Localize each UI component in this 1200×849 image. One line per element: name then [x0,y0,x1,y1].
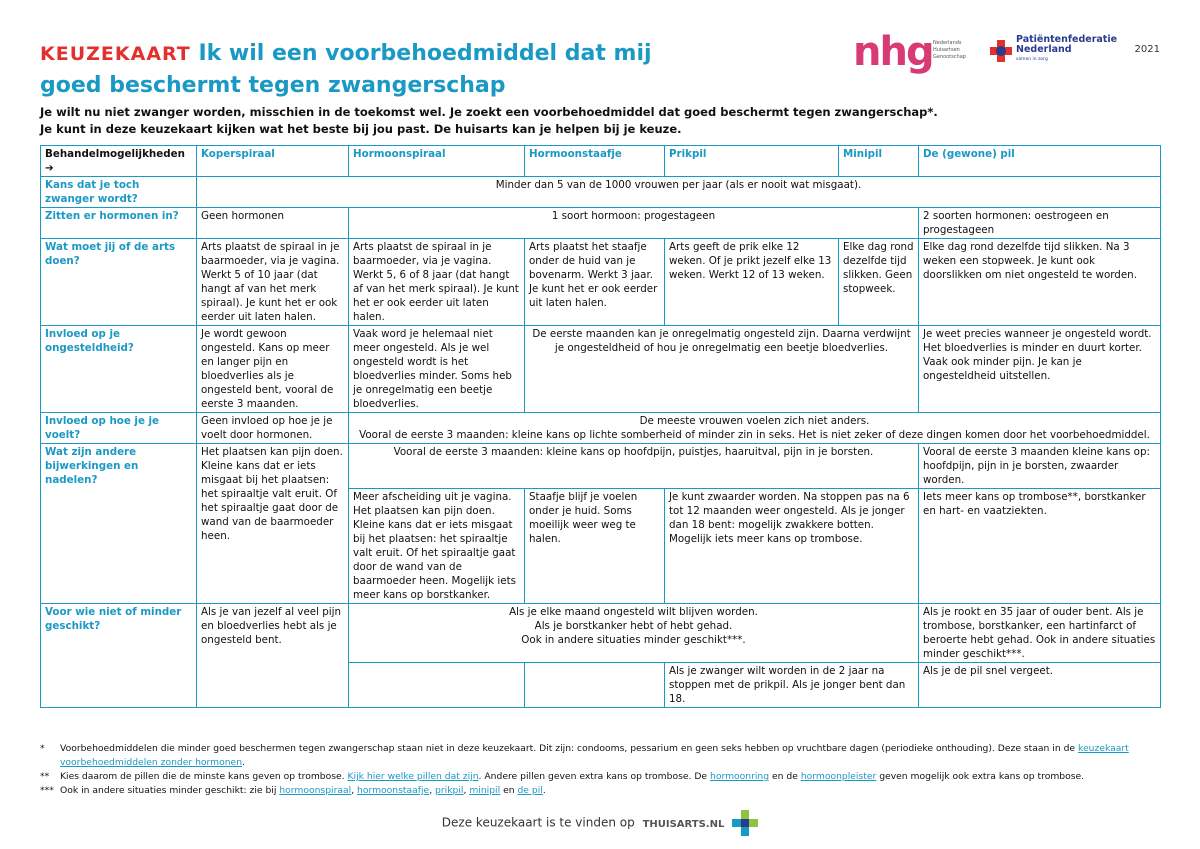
link-hormoonring[interactable]: hormoonring [710,771,770,782]
col-header-hormoonstaafje: Hormoonstaafje [525,146,665,177]
footnote-1 [40,742,1160,770]
cell-ongesteld-hormoonspiraal: Vaak word je helemaal niet meer ongesteld. Als je wel ongesteld wordt is het bloedverlies minder. Soms heb je onregelmatig een beetje bloedverlies. [349,326,525,413]
cell-geschikt-prikpil: Als je zwanger wilt worden in de 2 jaar na stoppen met de prikpil. Als je jonger bent dan 18. [665,663,919,708]
footnote-2 [40,770,1160,784]
cell-bijwerkingen-mid: Vooral de eerste 3 maanden: kleine kans op hoofdpijn, puistjes, haaruitval, pijn in je borsten. [349,444,919,489]
pf-subtitle: samen in zorg [1016,57,1048,62]
table-row [41,326,1161,413]
col-header-prikpil: Prikpil [665,146,839,177]
link-hormoonpleister[interactable]: hormoonpleister [800,771,877,782]
footnote-3-text: Ook in andere situaties minder geschikt: zie bij [60,785,277,796]
cell-hormonen-koper: Geen hormonen [197,208,349,239]
footnote-3 [40,784,1160,798]
footnote-3-and: en [503,785,515,796]
cell-geschikt-staafje-empty [525,663,665,708]
link-pillen-trombose[interactable]: Kijk hier welke pillen dat zijn [347,771,479,782]
page-title [40,38,652,101]
cell-geschikt-pil-b: Als je de pil snel vergeet. [919,663,1161,708]
cell-bijwerkingen-pil-a: Vooral de eerste 3 maanden kleine kans op: hoofdpijn, pijn in je borsten, zwaarder worden. [919,444,1161,489]
table-row [41,239,1161,326]
decision-table [40,145,1161,708]
link-hormoonstaafje[interactable]: hormoonstaafje [357,785,430,796]
footnote-2-text-c: en de [772,771,798,782]
cell-bijwerkingen-hormoonspiraal: Meer afscheiding uit je vagina. Het plaatsen kan pijn doen. Kleine kans dat er iets misgaat bij het plaatsen: het spiraaltje valt eruit. Of het spiraaltje gaat door de wand van de baarmoeder heen. Mogelijk iets meer kans op borstkanker. [349,489,525,604]
cell-hormonen-pil: 2 soorten hormonen: oestrogeen en progestageen [919,208,1161,239]
footnote-text: Ook in andere situaties minder geschikt: zie bij hormoonspiraal, hormoonstaafje, prikpil, minipil en de pil. [60,785,546,796]
row-header-voelt: Invloed op hoe je je voelt? [41,413,197,444]
cell-ongesteld-pil: Je weet precies wanneer je ongesteld wordt. Het bloedverlies is minder en duurt korter. Vaak ook minder pijn. Je kan je ongesteldheid uitstellen. [919,326,1161,413]
intro-line-1: Je wilt nu niet zwanger worden, misschien in de toekomst wel. Je zoekt een voorbehoedmiddel dat goed beschermt tegen zwangerschap*. [40,105,938,119]
row-header-kans: Kans dat je toch zwanger wordt? [41,177,197,208]
cell-voelt-koper: Geen invloed op hoe je je voelt door hormonen. [197,413,349,444]
pf-line-2: Nederland [1016,44,1072,55]
link-prikpil[interactable]: prikpil [435,785,464,796]
col-header-treatments: Behandelmogelijkheden ➔ [41,146,197,177]
cell-hormonen-progestageen: 1 soort hormoon: progestageen [349,208,919,239]
table-row [41,413,1161,444]
row-header-hormonen: Zitten er hormonen in? [41,208,197,239]
footnote-1-text: Voorbehoedmiddelen die minder goed beschermen tegen zwangerschap staan niet in deze keuzekaart. Dit zijn: condooms, pessarium en geen seks hebben op vruchtbare dagen (periodieke onthouding). Deze staan in de [60,743,1076,754]
footnote-text: Voorbehoedmiddelen die minder goed beschermen tegen zwangerschap staan niet in deze keuzekaart. Dit zijn: condooms, pessarium en geen seks hebben op vruchtbare dagen (periodieke onthouding). Deze staan in de keuzekaart voorbehoedmiddelen zonder hormonen. [60,743,1129,768]
col-header-hormoonspiraal: Hormoonspiraal [349,146,525,177]
cell-arts-hormoonspiraal: Arts plaatst de spiraal in je baarmoeder, via je vagina. Werkt 5, 6 of 8 jaar (dat hangt af van het merk spiraal). Je kunt het er ook eerder uit laten halen. [349,239,525,326]
cell-kans: Minder dan 5 van de 1000 vrouwen per jaar (als er nooit wat misgaat). [197,177,1161,208]
row-header-geschikt: Voor wie niet of minder geschikt? [41,604,197,708]
cell-ongesteld-koper: Je wordt gewoon ongesteld. Kans op meer en langer pijn en bloedverlies als je ongesteld bent, vooral de eerste 3 maanden. [197,326,349,413]
table-row [41,177,1161,208]
cell-bijwerkingen-staafje: Staafje blijf je voelen onder je huid. Soms moeilijk weer weg te halen. [525,489,665,604]
source-text: Deze keuzekaart is te vinden op [441,815,635,830]
cell-geschikt-koper: Als je van jezelf al veel pijn en bloedverlies hebt als je ongesteld bent. [197,604,349,708]
partner-logos [840,30,1160,80]
voelt-line-2: Vooral de eerste 3 maanden: kleine kans op lichte somberheid of minder zin in seks. Het is niet zeker of deze dingen komen door het voorbehoedmiddel. [359,429,1150,441]
cell-geschikt-mid [349,604,919,663]
footnote-marker: *** [40,785,54,796]
cell-arts-koper: Arts plaatst de spiraal in je baarmoeder, via je vagina. Werkt 5 of 10 jaar (dat hangt af van het merk spiraal). Je kunt het er ook eerder uit laten halen. [197,239,349,326]
title-text-1: Ik wil een voorbehoedmiddel dat mij [198,41,652,66]
cell-bijwerkingen-pil-b: Iets meer kans op trombose**, borstkanker en hart- en vaatziekten. [919,489,1161,604]
nhg-logo: nhg [853,29,933,75]
title-line-1 [40,38,652,70]
footnotes [40,742,1160,798]
cell-arts-prikpil: Arts geeft de prik elke 12 weken. Of je prikt jezelf elke 13 weken. Werkt 12 of 13 weken. [665,239,839,326]
pf-line-1: Patiëntenfederatie [1016,34,1118,45]
cell-arts-staafje: Arts plaatst het staafje onder de huid van je bovenarm. Werkt 3 jaar. Je kunt het er ook eerder uit laten halen. [525,239,665,326]
col-header-koperspiraal: Koperspiraal [197,146,349,177]
table-row [41,208,1161,239]
link-hormoonspiraal[interactable]: hormoonspiraal [279,785,352,796]
footnote-marker: ** [40,771,50,782]
link-keuzekaart-zonder-hormonen[interactable]: keuzekaart voorbehoedmiddelen zonder hormonen [60,743,1129,768]
cell-bijwerkingen-koper: Het plaatsen kan pijn doen. Kleine kans dat er iets misgaat bij het plaatsen: het spiraaltje valt eruit. Of het spiraaltje gaat door de wand van de baarmoeder heen. [197,444,349,604]
geschikt-line-2: Als je borstkanker hebt of hebt gehad. [534,620,733,632]
table-header-row [41,146,1161,177]
link-de-pil[interactable]: de pil [517,785,543,796]
table-row [41,604,1161,663]
row-header-arts: Wat moet jij of de arts doen? [41,239,197,326]
title-kicker: KEUZEKAART [40,43,191,65]
cell-bijwerkingen-prikpil: Je kunt zwaarder worden. Na stoppen pas na 6 tot 12 maanden weer ongesteld. Als je jonger dan 18 bent: mogelijk zwakkere botten. Mogelijk iets meer kans op trombose. [665,489,919,604]
footnote-2-text-a: Kies daarom de pillen die de minste kans geven op trombose. [60,771,345,782]
geschikt-line-3: Ook in andere situaties minder geschikt***. [521,634,746,646]
nhg-logo-subtitle: Nederlands Huisartsen Genootschap [933,40,966,60]
intro-line-2: Je kunt in deze keuzekaart kijken wat het beste bij jou past. De huisarts kan je helpen bij je keuze. [40,122,682,136]
cell-arts-minipil: Elke dag rond dezelfde tijd slikken. Geen stopweek. [839,239,919,326]
title-line-2: goed beschermt tegen zwangerschap [40,73,506,98]
thuisarts-logo[interactable]: THUISARTS.NL [642,818,725,830]
row-header-bijwerkingen: Wat zijn andere bijwerkingen en nadelen? [41,444,197,604]
voelt-line-1: De meeste vrouwen voelen zich niet anders. [639,415,870,427]
col-header-minipil: Minipil [839,146,919,177]
year-label: 2021 [1134,44,1160,55]
footnote-text [60,770,1084,784]
cell-voelt-rest [349,413,1161,444]
cell-ongesteld-mid: De eerste maanden kan je onregelmatig ongesteld zijn. Daarna verdwijnt je ongesteldheid of hou je onregelmatig een beetje bloedverlies. [525,326,919,413]
cell-geschikt-hormoonspiraal-empty [349,663,525,708]
table-row [41,444,1161,489]
intro-text [40,104,938,138]
cell-arts-pil: Elke dag rond dezelfde tijd slikken. Na 3 weken een stopweek. Je kunt ook doorslikken om niet ongesteld te worden. [919,239,1161,326]
patientenfederatie-logo [1016,35,1117,55]
cell-geschikt-pil-a: Als je rookt en 35 jaar of ouder bent. Als je trombose, borstkanker, een hartinfarct of beroerte hebt gehad. Ook in andere situaties minder geschikt***. [919,604,1161,663]
footnote-2-text-b: . Andere pillen geven extra kans op trombose. De [478,771,708,782]
footnote-2-text-d: geven mogelijk ook extra kans op trombose. [879,771,1085,782]
patientenfederatie-cross-icon [988,38,1014,64]
footnote-marker: * [40,743,45,754]
geschikt-line-1: Als je elke maand ongesteld wilt blijven worden. [509,606,758,618]
thuisarts-plus-icon [732,810,758,836]
link-minipil[interactable]: minipil [469,785,501,796]
col-header-pil: De (gewone) pil [919,146,1161,177]
row-header-ongesteld: Invloed op je ongesteldheid? [41,326,197,413]
source-line [0,810,1200,836]
